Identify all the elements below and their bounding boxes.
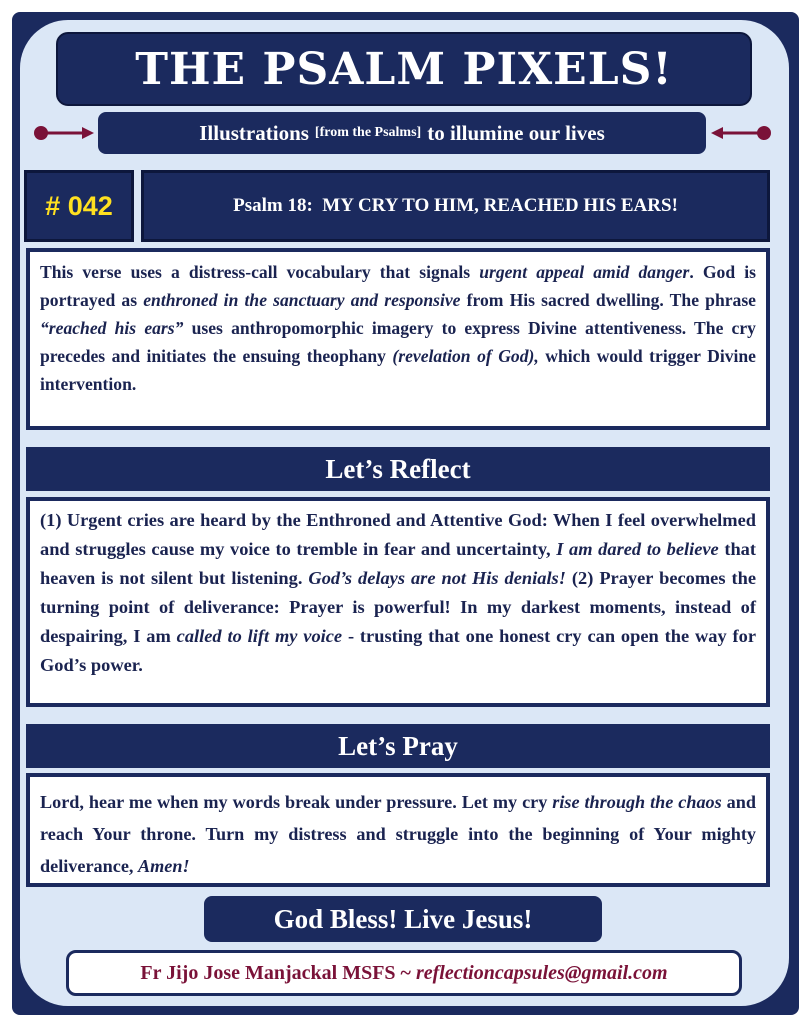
- page-title: THE PSALM PIXELS!: [135, 43, 673, 95]
- author-banner: [66, 950, 742, 996]
- text-segment: “reached his ears”: [40, 318, 184, 338]
- pray-title: Let’s Pray: [338, 730, 458, 761]
- text-segment: called to lift my voice: [176, 626, 343, 646]
- reflect-title: Let’s Reflect: [325, 453, 471, 484]
- subtitle-text-end: to illumine our lives: [427, 120, 605, 145]
- text-segment: I am dared to believe: [556, 539, 719, 559]
- reflect-paragraph: [26, 497, 770, 707]
- text-segment: from His sacred dwelling. The phrase: [460, 290, 756, 310]
- blessing-banner: [204, 896, 602, 942]
- text-segment: God’s delays are not His denials!: [308, 568, 566, 588]
- subtitle-bracket: [from the Psalms]: [314, 125, 422, 140]
- text-segment: enthroned in the sanctuary and responsive: [143, 290, 461, 310]
- text-segment: - trusting that one honest cry can open the way for God’s power.: [40, 626, 756, 675]
- text-segment: (revelation of God),: [392, 346, 539, 366]
- entry-number-box: [24, 170, 134, 242]
- author-name: Fr Jijo Jose Manjackal MSFS ~: [140, 961, 411, 984]
- reflect-header: [26, 447, 770, 491]
- blessing-text: God Bless! Live Jesus!: [273, 903, 533, 934]
- text-segment: . God is portrayed as: [40, 262, 756, 310]
- text-segment: and reach Your throne. Turn my distress and struggle into the beginning of Your mighty deliverance,: [40, 792, 756, 876]
- text-segment: uses anthropomorphic imagery to express Divine attentiveness. The cry precedes and initiates the ensuing theophany: [40, 318, 756, 366]
- text-segment: urgent appeal amid danger: [479, 262, 690, 282]
- text-segment: which would trigger Divine intervention.: [40, 346, 756, 394]
- text-segment: that heaven is not silent but listening.: [40, 539, 756, 588]
- text-segment: Lord, hear me when my words break under pressure. Let my cry: [40, 792, 553, 812]
- pray-header: [26, 724, 770, 768]
- text-segment: rise through the chaos: [552, 792, 722, 812]
- pray-paragraph: [26, 773, 770, 887]
- intro-paragraph: [26, 248, 770, 430]
- subtitle-banner: [98, 112, 706, 154]
- text-segment: (2) Prayer becomes the turning point of deliverance: Prayer is powerful! In my darkest moments, instead of despairing, I am: [40, 568, 756, 646]
- subtitle-text-start: Illustrations: [199, 120, 309, 145]
- psalm-heading: Psalm 18: MY CRY TO HIM, REACHED HIS EARS!: [233, 195, 678, 216]
- title-banner: [56, 32, 752, 106]
- psalm-heading-box: [141, 170, 770, 242]
- arrow-left-icon: [709, 123, 773, 143]
- text-segment: Amen!: [137, 856, 190, 876]
- arrow-right-icon: [32, 123, 96, 143]
- text-segment: (1) Urgent cries are heard by the Enthroned and Attentive God: When I feel overwhelmed and struggles cause my voice to tremble in fear and uncertainty,: [40, 510, 756, 559]
- text-segment: This verse uses a distress-call vocabulary that signals: [40, 262, 480, 282]
- author-email[interactable]: reflectioncapsules@gmail.com: [415, 961, 668, 984]
- entry-number: # 042: [45, 190, 113, 221]
